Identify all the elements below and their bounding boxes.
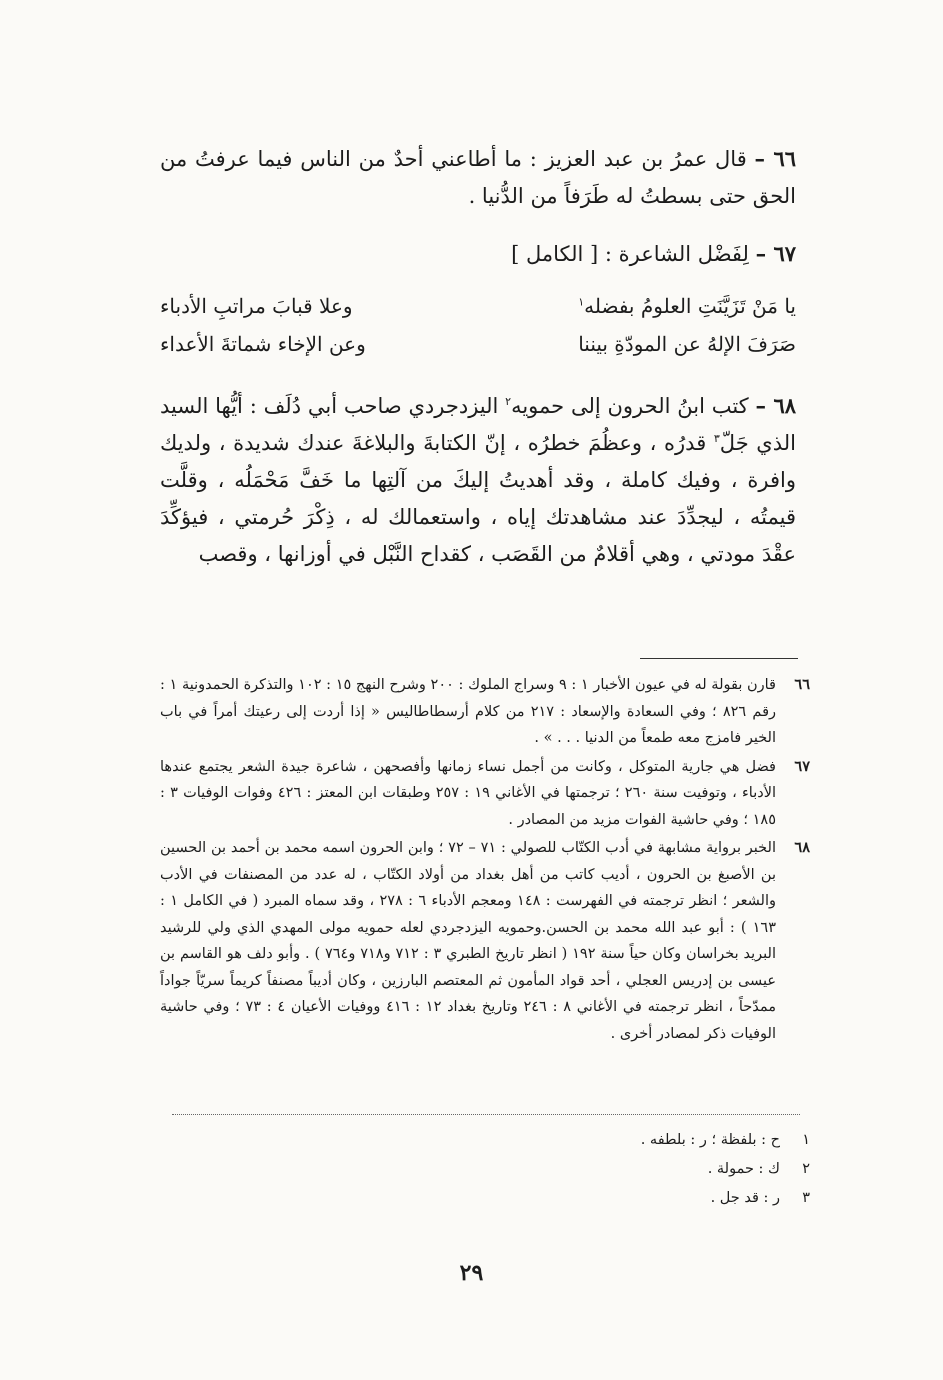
footnote-marker: ٢ bbox=[505, 395, 512, 408]
note-text: قارن بقولة له في عيون الأخبار ١ : ٩ وسراج الملوك : ٢٠٠ وشرح النهج ١٥ : ١٠٢ والتذكرة الحمدونية ١ : رقم ٨٢٦ ؛ وفي السعادة والإسعاد : ٢١٧ من كلام أرسطاطاليس « إذا أردت إلى رعيتك أمراً في باب الخير فامزج معه طمعاً من الدنيا . . . » . bbox=[160, 677, 776, 746]
footnote-marker: ١ bbox=[578, 295, 585, 309]
variant-item bbox=[500, 1184, 810, 1213]
entry-number: ٦٨ – bbox=[755, 393, 796, 418]
variant-text: ح : بلفظة ؛ ر : بلطفه . bbox=[640, 1132, 780, 1148]
variant-number: ١ bbox=[802, 1132, 810, 1148]
note-text: فضل هي جارية المتوكل ، وكانت من أجمل نساء زمانها وأفصحهن ، شاعرة جيدة الشعر يجتمع عندها الأدباء ، وتوفيت سنة ٢٦٠ ؛ ترجمتها في الأغاني ١٩ : ٢٥٧ وطبقات ابن المعتز : ٤٢٦ وفوات الوفيات ٣ : ١٨٥ ؛ وفي حاشية الفوات مزيد من المصادر . bbox=[160, 758, 777, 828]
hemistich-second: وعلا قبابَ مراتبِ الأدباء bbox=[160, 294, 353, 318]
verse-2 bbox=[160, 325, 796, 363]
entry-text: قدرُه ، وعظُمَ خطرُه ، إنّ الكتابةَ والبلاغةَ عندك شديدة ، ولديك وافرة ، وفيك كاملة ، وقد أهديتُ إليكَ من آلتِها ما خَفَّ مَحْمَلُه ، وقلَّت قيمتُه ، ليجدِّدَ عند مشاهدتك إياه ، واستعمالك له ، ذِكْرَ حُرمتي ، فيؤكِّدَ عقْدَ مودتي ، وهي أقلامٌ من القَصَب ، كقداح النَّبْل في أوزانها ، وقصب bbox=[160, 431, 796, 566]
variant-number: ٢ bbox=[802, 1161, 810, 1177]
footnote-marker: ٣ bbox=[713, 432, 720, 445]
poem bbox=[160, 287, 796, 363]
hemistich-second: وعن الإخاء شماتةَ الأعداء bbox=[160, 332, 366, 356]
verse-1 bbox=[160, 287, 796, 325]
entry-number: ٦٦ – bbox=[754, 146, 797, 171]
entry-67 bbox=[160, 235, 796, 363]
page-number: ٢٩ bbox=[459, 1260, 484, 1286]
entry-text: كتب ابنُ الحرون إلى حمويه bbox=[511, 394, 749, 418]
hemistich-first: يا مَنْ تَزَيَّنَتِ العلومُ بفضله$^١$ bbox=[578, 294, 796, 318]
variant-readings bbox=[500, 1126, 810, 1213]
main-text-block bbox=[160, 140, 796, 593]
variant-text: ك : حمولة . bbox=[707, 1161, 780, 1177]
note-item bbox=[160, 672, 810, 752]
notes-section bbox=[160, 672, 810, 1049]
entry-number: ٦٧ – bbox=[755, 241, 796, 266]
entry-66 bbox=[160, 140, 796, 215]
entry-68 bbox=[160, 387, 796, 573]
variant-item bbox=[500, 1126, 810, 1155]
note-number: ٦٧ bbox=[794, 757, 810, 775]
variant-number: ٣ bbox=[802, 1190, 810, 1206]
note-item bbox=[160, 754, 810, 834]
variant-item bbox=[500, 1155, 810, 1184]
variants-separator bbox=[172, 1114, 800, 1115]
entry-text: لِفَضْل الشاعرة : [ الكامل ] bbox=[511, 242, 749, 266]
note-number: ٦٨ bbox=[794, 839, 810, 856]
note-number: ٦٦ bbox=[794, 676, 810, 693]
note-item bbox=[160, 835, 810, 1047]
entry-text: اليزدجردي صاحب أبي دُلَف : أيُّها السيد الذي جَلّ bbox=[160, 394, 796, 455]
entry-text: قال عمرُ بن عبد العزيز : ما أطاعني أحدٌ من الناس فيما عرفتُ من الحق حتى بسطتُ له طَرَفاً من الدُّنيا . bbox=[160, 147, 796, 208]
variant-text: ر : قد جل . bbox=[710, 1190, 780, 1206]
note-text: الخبر برواية مشابهة في أدب الكتّاب للصولي : ٧١ – ٧٢ ؛ وابن الحرون اسمه محمد بن أحمد بن الحسين بن الأصبغ بن الحرون ، أديب كاتب من أهل بغداد من أولاد الكتّاب ، له عدد من المصنفات في الأدب والشعر ؛ انظر ترجمته في الفهرست : ١٤٨ ومعجم الأدباء ٦ : ٢٧٨ ، وقد سماه المبرد ( في الكامل ١ : ١٦٣ ) : أبو عبد الله محمد بن الحسن.وحمويه اليزدجردي لعله حمويه مولى المهدي الذي ولي للرشيد البريد بخراسان وكان حياً سنة ١٩٢ ( انظر تاريخ الطبري ٣ : ٧١٢ و٧١٨ و٧٦٤ ) . وأبو دلف هو القاسم بن عيسى بن إدريس العجلي ، أحد قواد المأمون ثم المعتصم البارزين ، وكان أديباً مصنفاً كريماً سريّاً جواداً ممدّحاً ، انظر ترجمته في الأغاني ٨ : ٢٤٦ وتاريخ بغداد ١٢ : ٤١٦ ووفيات الأعيان ٤ : ٧٣ ؛ وفي حاشية الوفيات ذكر لمصادر أخرى . bbox=[160, 840, 777, 1042]
hemistich-first: صَرَفَ الإلهُ عن المودّةِ بيننا bbox=[578, 332, 796, 356]
footnote-separator bbox=[640, 658, 798, 659]
